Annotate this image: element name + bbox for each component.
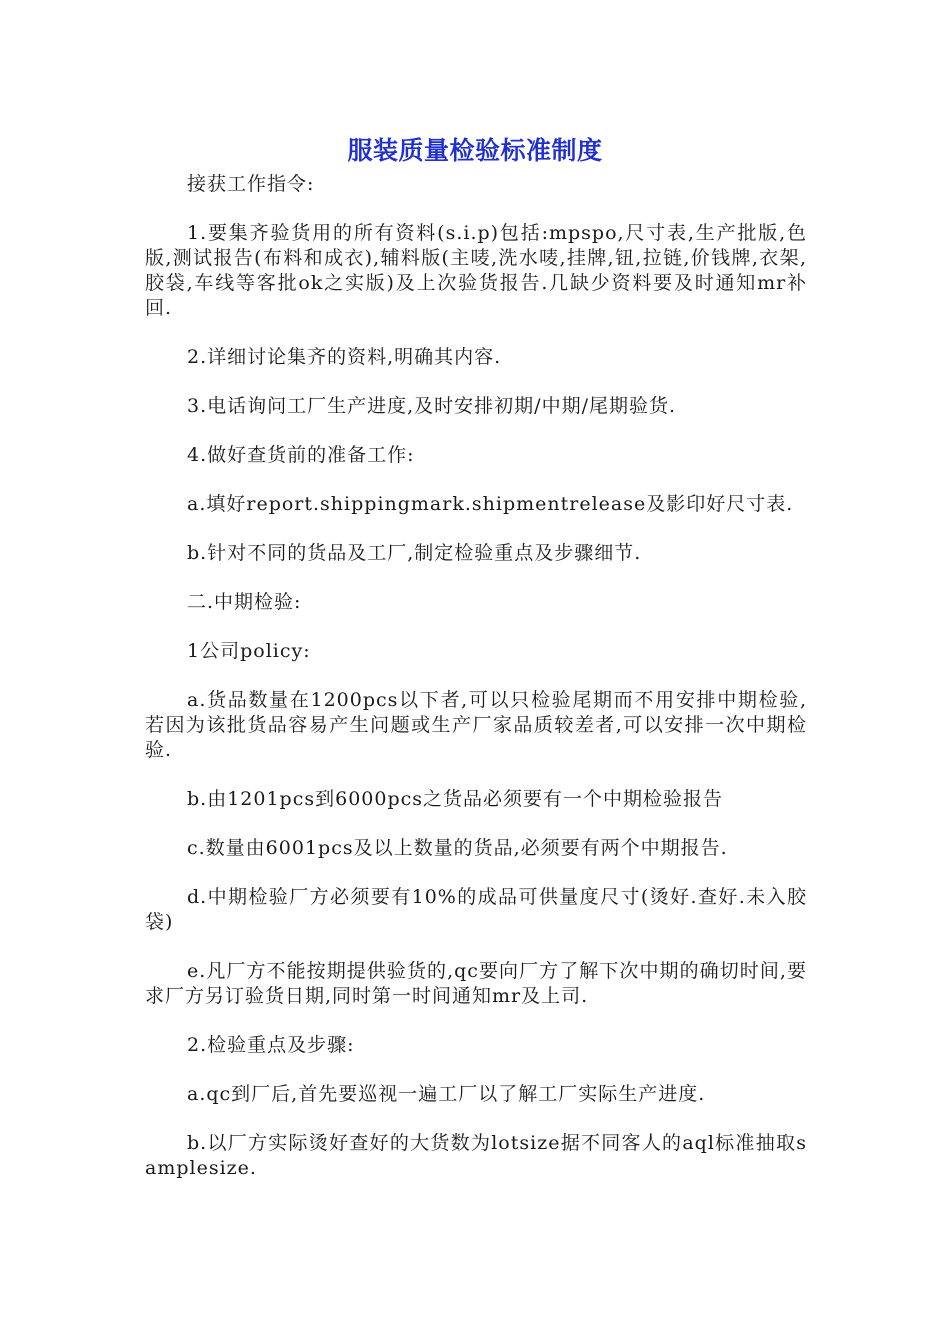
paragraph: e.凡厂方不能按期提供验货的,qc要向厂方了解下次中期的确切时间,要求厂方另订验货日期,同时第一时间通知mr及上司. [145, 960, 807, 1007]
document-body [145, 172, 807, 1205]
paragraph: 4.做好查货前的准备工作: [187, 444, 415, 466]
paragraph: a.填好report.shippingmark.shipmentrelease及影印好尺寸表. [187, 493, 794, 515]
paragraph: a.qc到厂后,首先要巡视一遍工厂以了解工厂实际生产进度. [187, 1083, 706, 1105]
paragraph: 二.中期检验: [187, 591, 302, 613]
paragraph: 1.要集齐验货用的所有资料(s.i.p)包括:mpspo,尺寸表,生产批版,色版,测试报告(布料和成衣),辅料版(主唛,洗水唛,挂牌,钮,拉链,价钱牌,衣架,胶袋,车线等客批ok之实版)及上次验货报告.几缺少资料要及时通知mr补回. [145, 222, 807, 319]
paragraph: b.由1201pcs到6000pcs之货品必须要有一个中期检验报告 [187, 788, 724, 810]
paragraph: 接获工作指令: [187, 173, 315, 195]
paragraph: b.以厂方实际烫好查好的大货数为lotsize据不同客人的aql标准抽取samplesize. [145, 1132, 807, 1179]
paragraph: c.数量由6001pcs及以上数量的货品,必须要有两个中期报告. [187, 837, 728, 859]
paragraph: d.中期检验厂方必须要有10%的成品可供量度尺寸(烫好.查好.未入胶袋) [145, 886, 807, 933]
paragraph: 2.详细讨论集齐的资料,明确其内容. [187, 346, 502, 368]
paragraph: b.针对不同的货品及工厂,制定检验重点及步骤细节. [187, 542, 642, 564]
paragraph: 3.电话询问工厂生产进度,及时安排初期/中期/尾期验货. [187, 395, 677, 417]
document-title: 服装质量检验标准制度 [347, 136, 603, 165]
paragraph: a.货品数量在1200pcs以下者,可以只检验尾期而不用安排中期检验,若因为该批货品容易产生问题或生产厂家品质较差者,可以安排一次中期检验. [145, 689, 807, 761]
paragraph: 1公司policy: [187, 640, 311, 662]
paragraph: 2.检验重点及步骤: [187, 1034, 355, 1056]
